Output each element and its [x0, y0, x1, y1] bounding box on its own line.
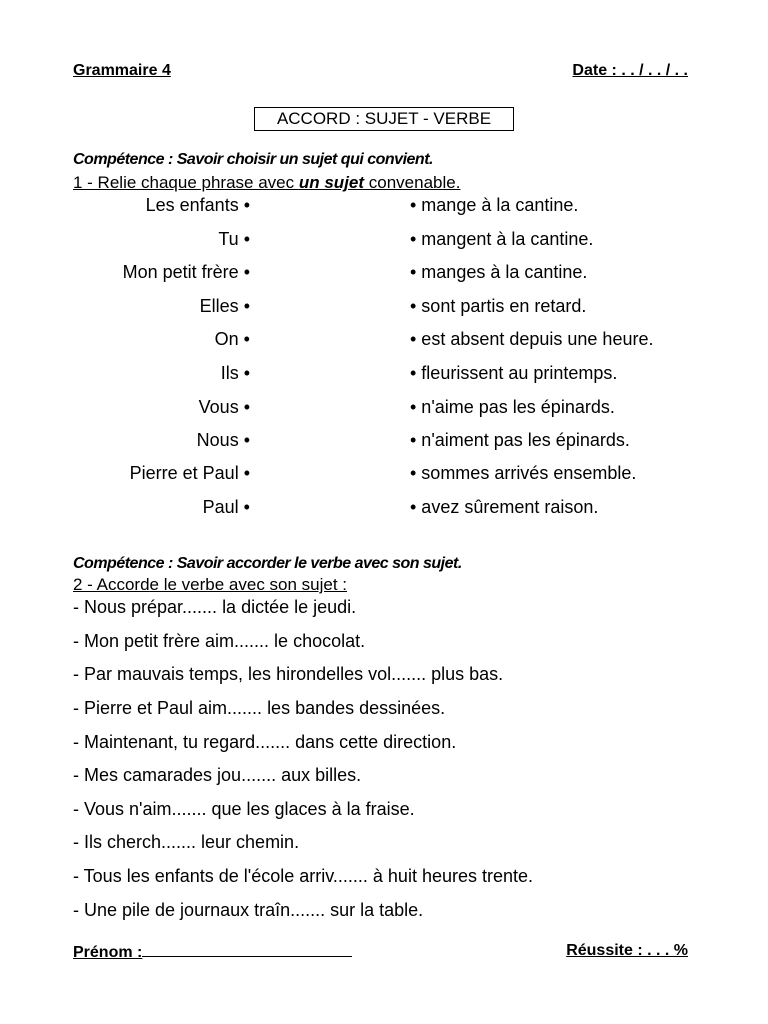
subject-item[interactable]: Paul •: [202, 497, 250, 517]
subject-item[interactable]: On •: [214, 329, 250, 349]
score-field: Réussite : . . . %: [566, 942, 688, 959]
date-field: Date : . . / . . / . .: [572, 62, 688, 79]
exercise-line[interactable]: - Tous les enfants de l'école arriv....... à huit heures trente.: [73, 866, 534, 886]
instruction-1-em: un sujet: [298, 173, 365, 192]
competence-2: Compétence : Savoir accorder le verbe avec son sujet.: [73, 555, 462, 572]
exercise-line[interactable]: - Ils cherch....... leur chemin.: [73, 832, 300, 852]
instruction-1-pre: 1 - Relie chaque phrase avec: [73, 173, 299, 192]
subject-item[interactable]: Elles •: [199, 296, 250, 316]
prenom-blank[interactable]: [142, 942, 352, 957]
predicate-item[interactable]: • est absent depuis une heure.: [410, 329, 654, 349]
exercise-line[interactable]: - Mes camarades jou....... aux billes.: [73, 765, 362, 785]
subject-item[interactable]: Mon petit frère •: [122, 262, 250, 282]
exercise-line[interactable]: - Maintenant, tu regard....... dans cette direction.: [73, 732, 457, 752]
page-title: ACCORD : SUJET - VERBE: [254, 107, 514, 131]
predicate-item[interactable]: • mangent à la cantine.: [410, 229, 594, 249]
subject-item[interactable]: Pierre et Paul •: [129, 463, 250, 483]
prenom-label: Prénom :: [73, 944, 143, 961]
subject-item[interactable]: Tu •: [218, 229, 250, 249]
predicate-item[interactable]: • manges à la cantine.: [410, 262, 588, 282]
subject-item[interactable]: Les enfants •: [145, 195, 250, 215]
predicate-item[interactable]: • sont partis en retard.: [410, 296, 587, 316]
predicate-item[interactable]: • mange à la cantine.: [410, 195, 579, 215]
exercise-line[interactable]: - Mon petit frère aim....... le chocolat.: [73, 631, 366, 651]
subject-item[interactable]: Ils •: [220, 363, 250, 383]
exercise-line[interactable]: - Une pile de journaux traîn....... sur la table.: [73, 900, 424, 920]
predicate-item[interactable]: • sommes arrivés ensemble.: [410, 463, 637, 483]
predicate-item[interactable]: • n'aiment pas les épinards.: [410, 430, 630, 450]
worksheet-label: Grammaire 4: [73, 62, 171, 79]
subject-item[interactable]: Nous •: [196, 430, 250, 450]
prenom-field[interactable]: [73, 942, 352, 962]
exercise-line[interactable]: - Pierre et Paul aim....... les bandes dessinées.: [73, 698, 446, 718]
instruction-2: 2 - Accorde le verbe avec son sujet :: [73, 575, 348, 594]
predicate-item[interactable]: • avez sûrement raison.: [410, 497, 599, 517]
subject-item[interactable]: Vous •: [198, 397, 250, 417]
predicate-item[interactable]: • fleurissent au printemps.: [410, 363, 618, 383]
exercise-line[interactable]: - Nous prépar....... la dictée le jeudi.: [73, 597, 357, 617]
instruction-1: [73, 173, 460, 193]
competence-1: Compétence : Savoir choisir un sujet qui convient.: [73, 151, 433, 168]
instruction-1-post: convenable.: [364, 173, 461, 192]
exercise-line[interactable]: - Par mauvais temps, les hirondelles vol....... plus bas.: [73, 664, 504, 684]
predicate-item[interactable]: • n'aime pas les épinards.: [410, 397, 615, 417]
exercise-line[interactable]: - Vous n'aim....... que les glaces à la fraise.: [73, 799, 415, 819]
